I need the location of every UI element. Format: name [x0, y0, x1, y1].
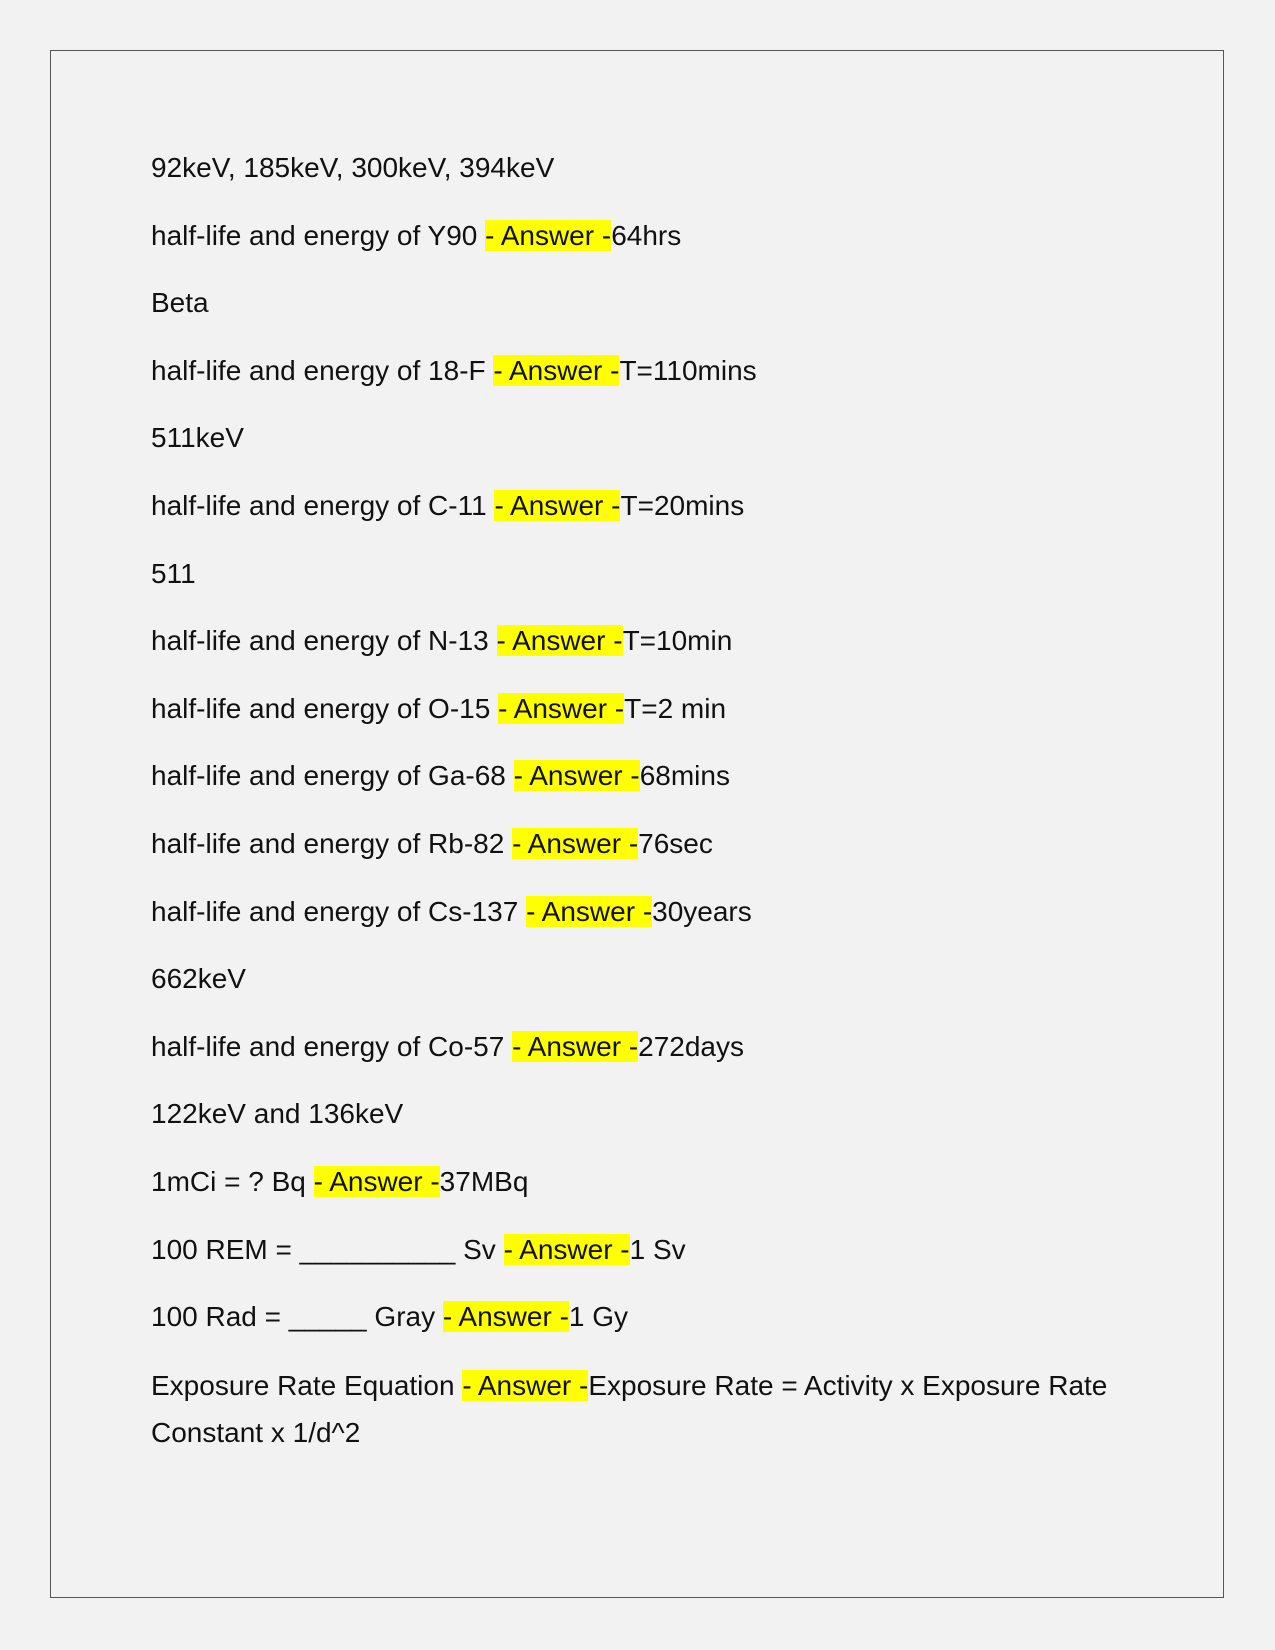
- text-line: 511: [151, 557, 196, 589]
- question-text: 100 Rad = _____ Gray: [151, 1301, 443, 1333]
- text-line: 662keV: [151, 963, 246, 995]
- qa-line: [151, 1230, 1111, 1298]
- question-text: half-life and energy of Cs-137: [151, 895, 527, 927]
- question-text: 100 REM = __________ Sv: [151, 1233, 504, 1265]
- answer-text: T=20mins: [620, 489, 745, 521]
- answer-text: 1 Gy: [568, 1301, 629, 1333]
- answer-marker: - Answer -: [513, 760, 640, 792]
- qa-line: [151, 892, 1111, 960]
- qa-line: [151, 1027, 1111, 1095]
- text-line: 511keV: [151, 422, 244, 454]
- question-text: half-life and energy of Ga-68: [151, 760, 514, 792]
- answer-text: Exposure Rate = Activity x Exposure Rate Constant x 1/d^2: [151, 1369, 1108, 1448]
- question-text: half-life and energy of N-13: [151, 625, 497, 657]
- question-text: half-life and energy of Rb-82: [151, 827, 513, 859]
- answer-marker: - Answer -: [462, 1369, 589, 1401]
- answer-text: 30years: [652, 895, 752, 927]
- question-text: half-life and energy of O-15: [151, 692, 499, 724]
- answer-text: T=2 min: [624, 692, 727, 724]
- answer-marker: - Answer -: [512, 827, 639, 859]
- qa-line: [151, 486, 1111, 554]
- answer-text: 64hrs: [611, 219, 682, 251]
- answer-marker: - Answer -: [493, 354, 620, 386]
- answer-text: 1 Sv: [629, 1233, 686, 1265]
- answer-marker: - Answer -: [526, 895, 653, 927]
- question-text: Exposure Rate Equation: [151, 1369, 463, 1401]
- answer-text: T=110mins: [619, 354, 757, 386]
- question-text: half-life and energy of Y90: [151, 219, 486, 251]
- qa-line: [151, 689, 1111, 757]
- question-text: 1mCi = ? Bq: [151, 1165, 314, 1197]
- question-text: half-life and energy of C-11: [151, 489, 495, 521]
- qa-line: [151, 351, 1111, 419]
- answer-marker: - Answer -: [496, 625, 623, 657]
- qa-line: [151, 1362, 1111, 1456]
- text-line: 92keV, 185keV, 300keV, 394keV: [151, 152, 555, 183]
- question-text: half-life and energy of 18-F: [151, 354, 494, 386]
- answer-text: T=10min: [622, 625, 733, 657]
- document-body: [151, 148, 1111, 1456]
- answer-text: 37MBq: [439, 1165, 529, 1197]
- answer-marker: - Answer -: [442, 1301, 569, 1333]
- answer-text: 272days: [638, 1030, 745, 1062]
- text-line: 122keV and 136keV: [151, 1098, 404, 1130]
- qa-line: [151, 621, 1111, 689]
- qa-line: [151, 756, 1111, 824]
- answer-text: 68mins: [639, 760, 730, 792]
- answer-text: 76sec: [638, 827, 713, 859]
- answer-marker: - Answer -: [485, 219, 612, 251]
- qa-line: [151, 216, 1111, 284]
- answer-marker: - Answer -: [512, 1030, 639, 1062]
- answer-marker: - Answer -: [503, 1233, 630, 1265]
- text-line: Beta: [151, 287, 209, 319]
- qa-line: [151, 1162, 1111, 1230]
- question-text: half-life and energy of Co-57: [151, 1030, 513, 1062]
- answer-marker: - Answer -: [494, 489, 621, 521]
- answer-marker: - Answer -: [313, 1165, 440, 1197]
- answer-marker: - Answer -: [498, 692, 625, 724]
- qa-line: [151, 824, 1111, 892]
- qa-line: [151, 1297, 1111, 1365]
